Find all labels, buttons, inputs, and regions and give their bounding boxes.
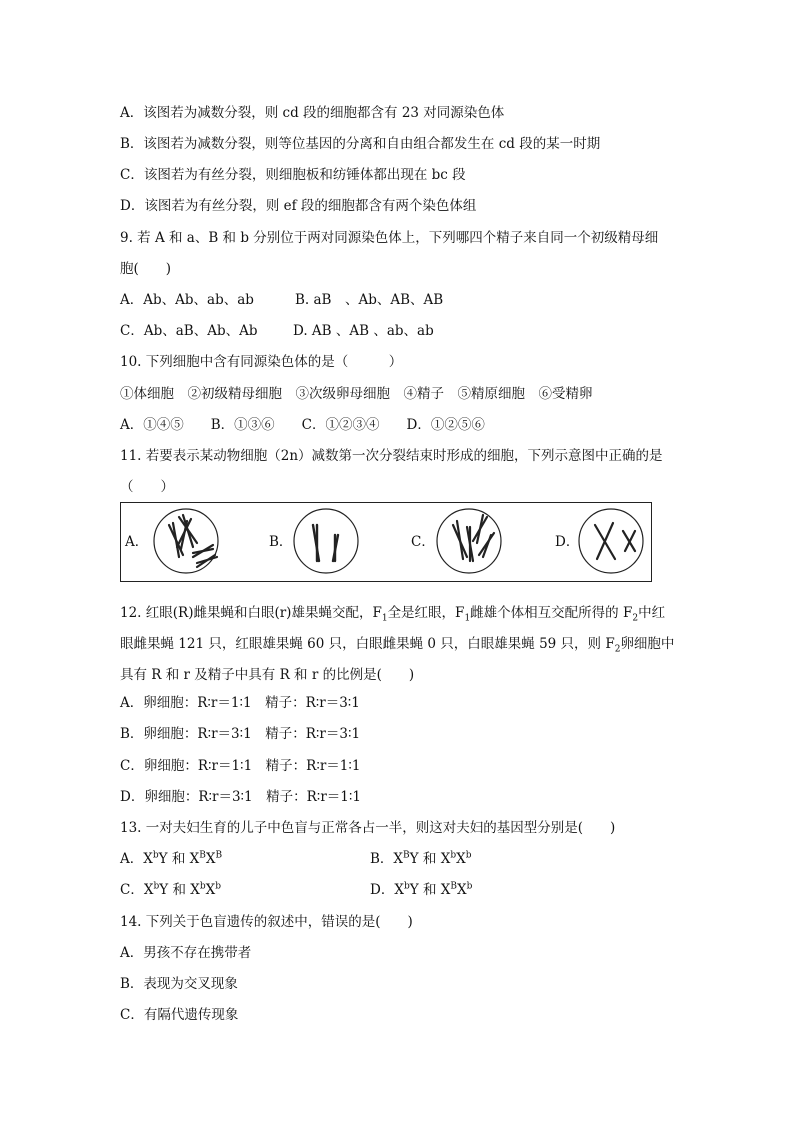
- q12-stem-line3: 具有 R 和 r 及精子中具有 R 和 r 的比例是( ): [120, 667, 415, 683]
- q10-stem: 10. 下列细胞中含有同源染色体的是（ ）: [120, 354, 403, 370]
- cell-a-membrane: [154, 509, 218, 573]
- fig-label-a: A．: [125, 534, 149, 550]
- cell-b-membrane: [294, 509, 358, 573]
- cell-a-chromosomes: [169, 515, 217, 567]
- cell-d-membrane: [579, 509, 643, 573]
- cell-b-chromosomes: [313, 525, 338, 561]
- cell-diagrams: [121, 503, 653, 583]
- q9-stem-line1: 9. 若 A 和 a、B 和 b 分别位于两对同源染色体上，下列哪四个精子来自同一个初级精母细: [120, 230, 659, 246]
- q12-option-b: B．卵细胞：R∶r＝3∶1 精子：R∶r＝3∶1: [120, 726, 361, 742]
- q9-option-d: D. AB 、AB 、ab、ab: [293, 323, 434, 339]
- q12-option-a: A．卵细胞：R∶r＝1∶1 精子：R∶r＝3∶1: [120, 695, 360, 711]
- q11-figure-box: [120, 502, 652, 582]
- q10-options: A．①④⑤ B．①③⑥ C．①②③④ D．①②⑤⑥: [120, 417, 485, 433]
- q14-option-b: B．表现为交叉现象: [120, 976, 238, 992]
- q10-items: ①体细胞 ②初级精母细胞 ③次级卵母细胞 ④精子 ⑤精原细胞 ⑥受精卵: [120, 386, 593, 402]
- q13-option-a: A．$X^bY$ 和 $X^BX^B$: [120, 850, 223, 867]
- q8-option-a: A．该图若为减数分裂，则 cd 段的细胞都含有 23 对同源染色体: [120, 105, 505, 121]
- q9-option-b: B. aB 、Ab、AB、AB: [295, 292, 444, 308]
- q8-option-c: C．该图若为有丝分裂，则细胞板和纺锤体都出现在 bc 段: [120, 167, 466, 183]
- cell-c-chromosomes: [453, 515, 494, 561]
- fig-label-d: D．: [555, 534, 580, 550]
- q14-option-a: A．男孩不存在携带者: [120, 945, 252, 961]
- fig-label-c: C．: [411, 534, 435, 550]
- q12-stem-line1: 12. 红眼(R)雌果蝇和白眼(r)雄果蝇交配，$F_1$全是红眼，$F_1$雌雄个体相互交配所得的 $F_2$中红: [120, 605, 666, 624]
- q9-option-a: A．Ab、Ab、ab、ab: [120, 292, 254, 308]
- q8-option-d: D．该图若为有丝分裂，则 ef 段的细胞都含有两个染色体组: [120, 198, 477, 214]
- q8-option-b: B．该图若为减数分裂，则等位基因的分离和自由组合都发生在 cd 段的某一时期: [120, 136, 601, 152]
- q12-option-c: C．卵细胞：R∶r＝1∶1 精子：R∶r＝1∶1: [120, 758, 361, 774]
- q9-stem-line2: 胞( ): [120, 261, 172, 277]
- q13-option-d: D．$X^bY$ 和 $X^BX^b$: [370, 881, 473, 898]
- fig-label-b: B．: [269, 534, 293, 550]
- q13-stem: 13. 一对夫妇生育的儿子中色盲与正常各占一半，则这对夫妇的基因型分别是( ): [120, 820, 616, 836]
- q13-option-b: B．$X^BY$ 和 $X^bX^b$: [370, 850, 472, 867]
- q12-option-d: D．卵细胞：R∶r＝3∶1 精子：R∶r＝1∶1: [120, 789, 361, 805]
- q14-option-c: C．有隔代遗传现象: [120, 1007, 239, 1023]
- q11-stem-line2: （ ）: [120, 479, 174, 495]
- q9-option-c: C．Ab、aB、Ab、Ab: [120, 323, 258, 339]
- q11-stem-line1: 11. 若要表示某动物细胞（2n）减数第一次分裂结束时形成的细胞，下列示意图中正确的是: [120, 448, 663, 464]
- q14-stem: 14. 下列关于色盲遗传的叙述中，错误的是( ): [120, 914, 413, 930]
- q13-option-c: C．$X^bY$ 和 $X^bX^b$: [120, 881, 222, 898]
- cell-d-chromosomes: [595, 523, 635, 559]
- q12-stem-line2: 眼雌果蝇 121 只，红眼雄果蝇 60 只，白眼雌果蝇 0 只，白眼雄果蝇 59 只，则 $F_2$卵细胞中: [120, 636, 675, 655]
